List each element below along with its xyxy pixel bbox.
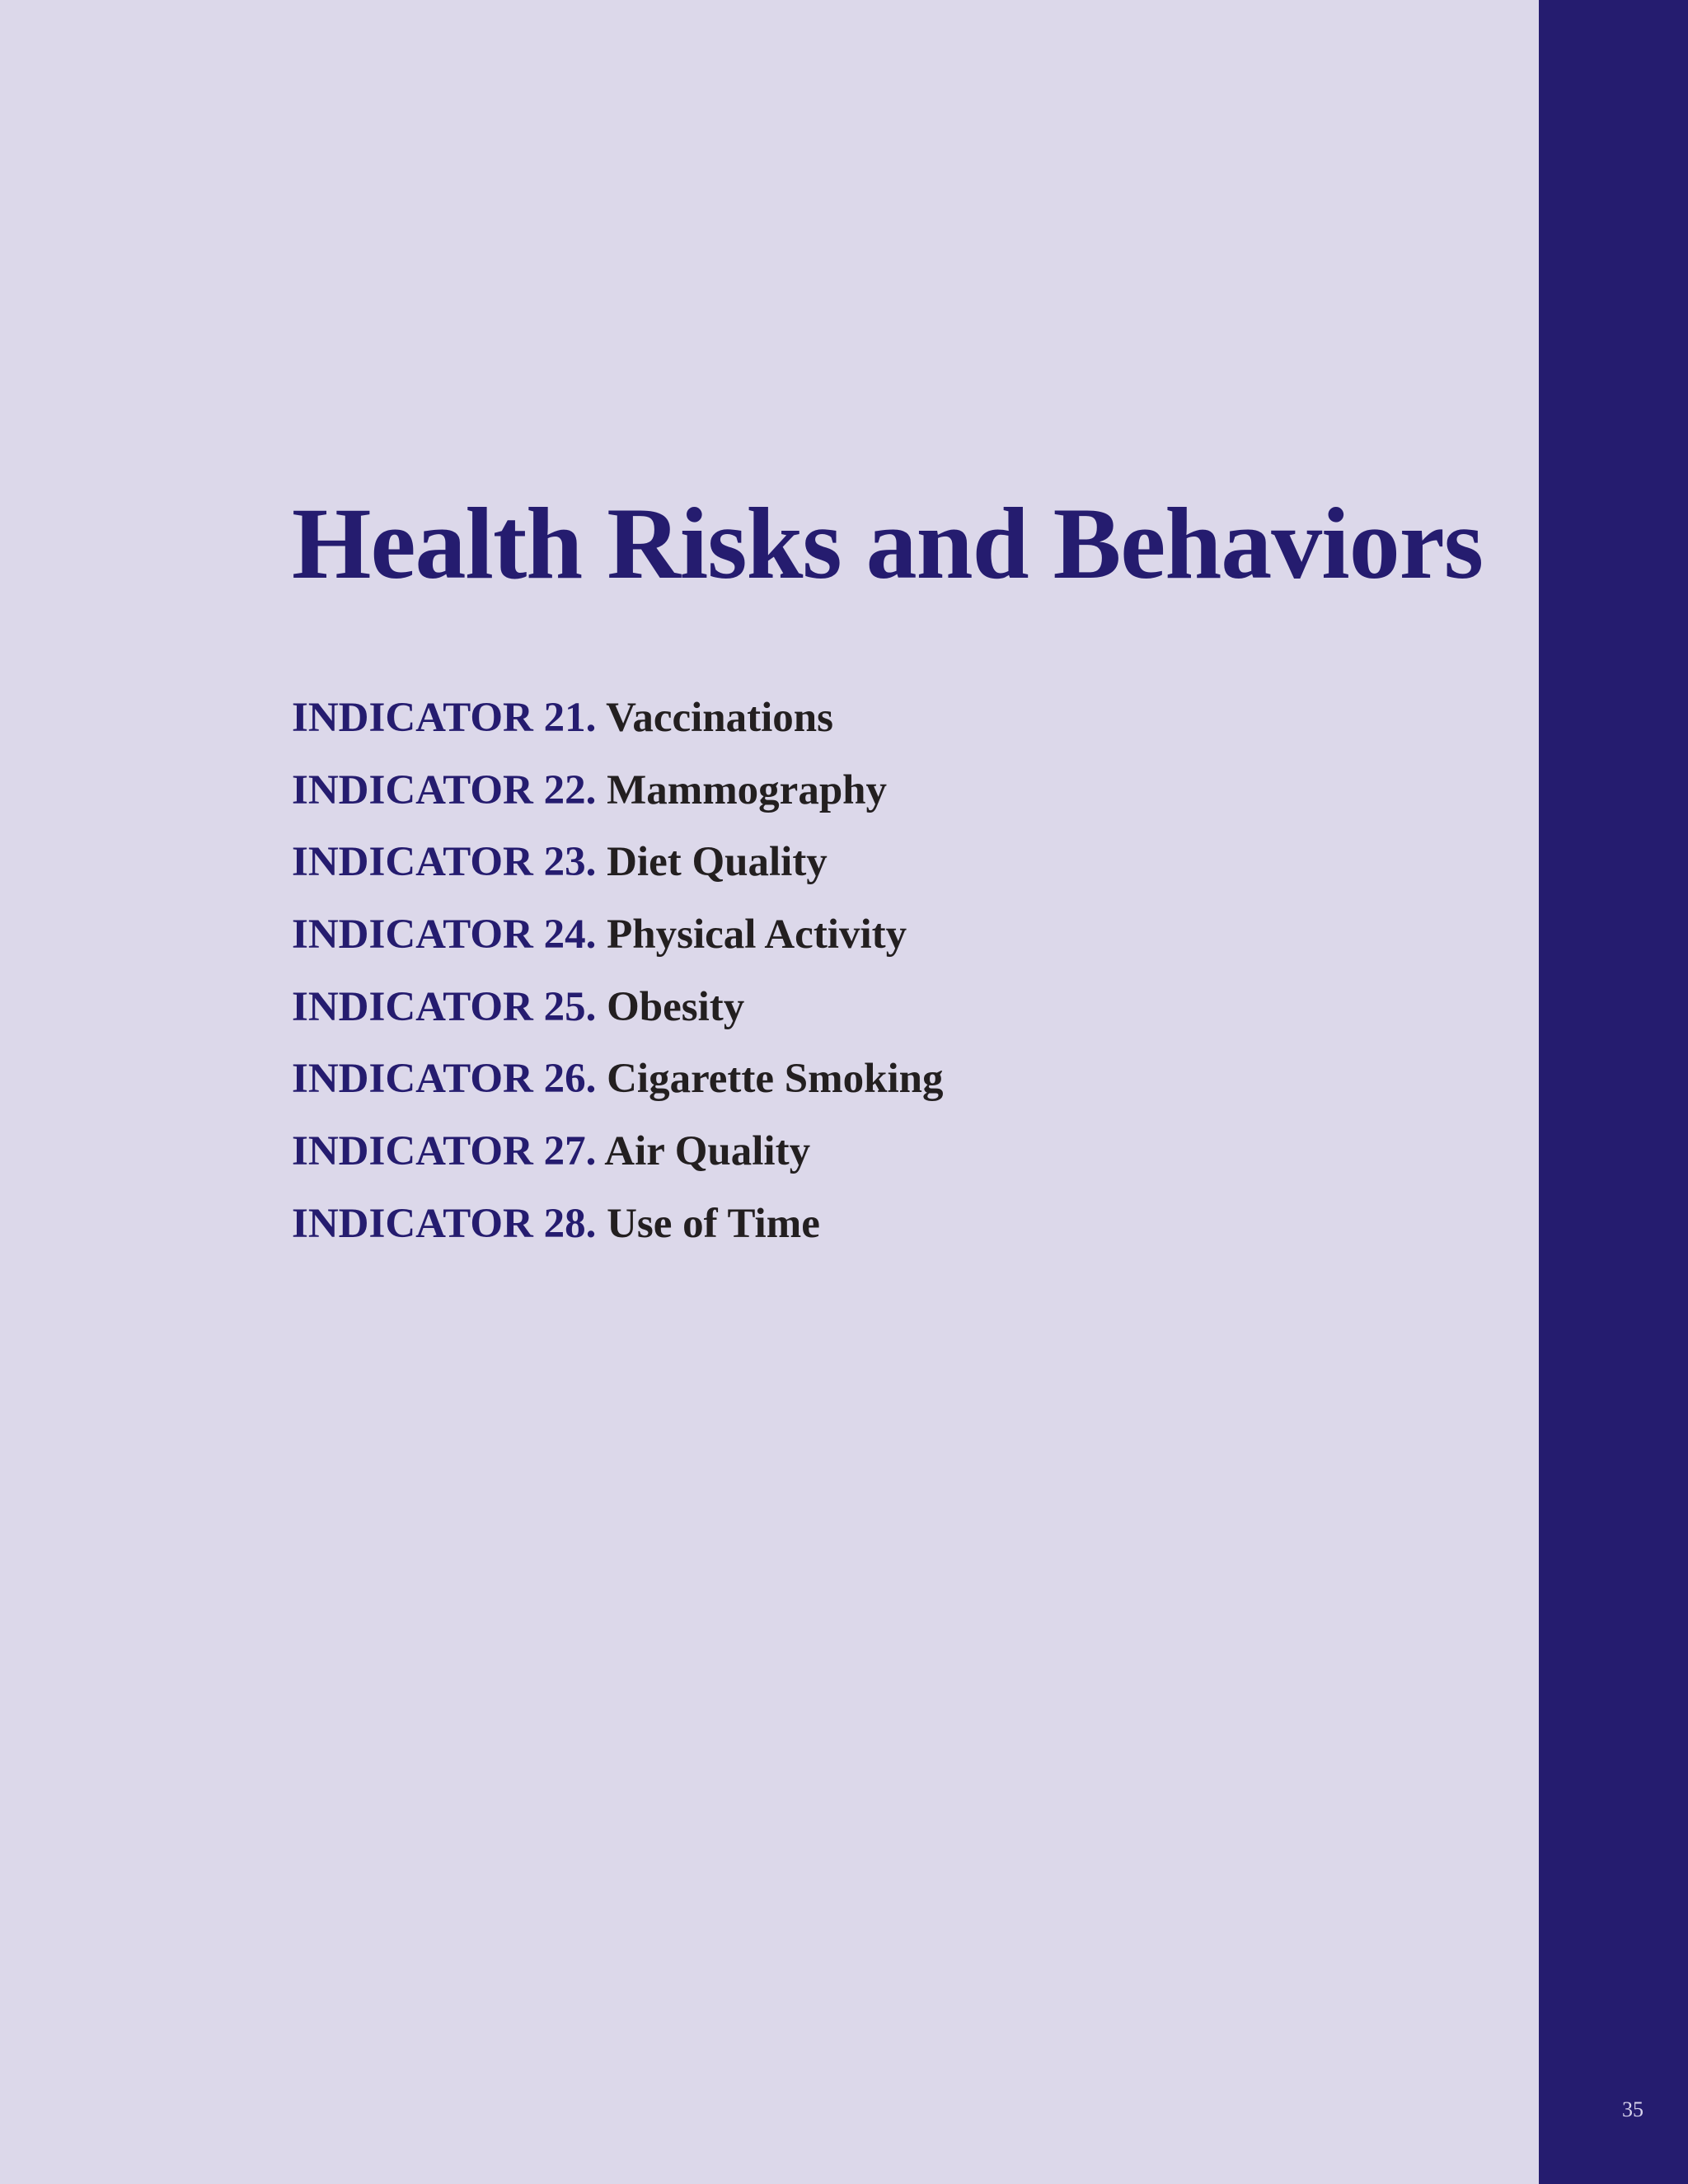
indicator-label: INDICATOR 24.	[292, 912, 597, 958]
page-title: Health Risks and Behaviors	[292, 487, 1484, 600]
indicator-topic: Diet Quality	[607, 839, 828, 886]
indicator-label: INDICATOR 27.	[292, 1128, 597, 1175]
indicator-topic: Vaccinations	[606, 695, 833, 741]
indicator-label: INDICATOR 28.	[292, 1200, 597, 1247]
indicator-item-28	[292, 1200, 944, 1276]
indicator-item-25	[292, 983, 944, 1059]
indicator-topic: Air Quality	[604, 1128, 811, 1175]
indicator-topic: Cigarette Smoking	[607, 1056, 944, 1103]
indicator-item-21	[292, 697, 944, 770]
indicator-topic: Mammography	[607, 766, 888, 813]
side-color-band	[1539, 0, 1688, 2184]
indicator-label: INDICATOR 21.	[292, 695, 597, 741]
indicator-topic: Use of Time	[607, 1200, 820, 1247]
indicator-item-22	[292, 766, 944, 842]
indicator-item-26	[292, 1058, 944, 1131]
indicator-label: INDICATOR 25.	[292, 983, 597, 1030]
indicator-label: INDICATOR 23.	[292, 839, 597, 886]
indicator-item-27	[292, 1128, 944, 1203]
indicator-item-23	[292, 841, 944, 914]
indicator-list	[292, 697, 944, 1276]
indicator-topic: Obesity	[607, 983, 745, 1030]
indicator-topic: Physical Activity	[607, 912, 907, 958]
page-number: 35	[1622, 2097, 1643, 2121]
indicator-label: INDICATOR 26.	[292, 1056, 597, 1103]
indicator-item-24	[292, 914, 944, 987]
indicator-label: INDICATOR 22.	[292, 766, 597, 813]
